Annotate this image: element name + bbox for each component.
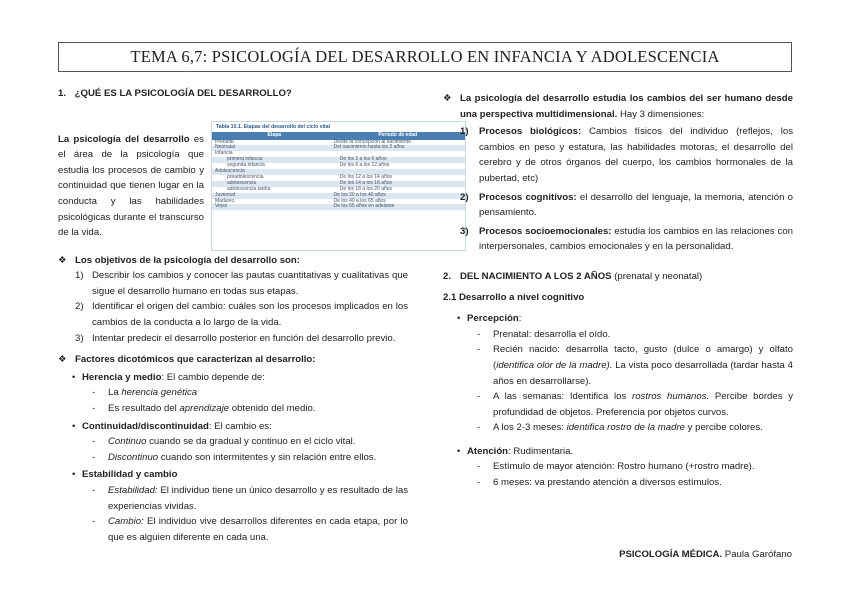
table-row: Infancia <box>215 150 233 157</box>
list-item: - A las semanas: Identifica los rostros humanos. Percibe bordes y profundidad de objetos. Preferencia por objetos curvos. <box>477 391 794 418</box>
list-item: - Discontinuo cuando son intermitentes y sin relación entre ellos. <box>92 451 377 463</box>
diamond-bullet-icon: ❖ <box>443 93 452 104</box>
list-item: • Percepción: - Prenatal: desarrolla el oído. - Recién nacido: desarrolla tacto, gusto (dulce o amargo) y olfato (identifica olor de la madre). La vista poco desarrollada (tardar hasta 4 años en desarrollarse). - A las semanas: Identifica los rostros humanos. Percibe bordes y profundidad de objetos. Preferencia por objetos curvos. - A los 2-3 meses: identifica rostro de la madre y percibe colores. <box>443 311 793 436</box>
intro-block <box>58 105 418 247</box>
list-item: 3) Intentar predecir el desarrollo posterior en función del desarrollo previo. <box>75 332 396 344</box>
footer <box>619 549 792 560</box>
intro-paragraph: La psicología del desarrollo es el área de la psicología que estudia los procesos de cambio y continuidad que tienen lugar en la conducta y las habilidades psicológicas durante el transcurso de la vida. <box>58 133 204 239</box>
factors-heading: ❖ Factores dicotómicos que caracterizan al desarrollo: <box>58 352 408 368</box>
list-item: - Estabilidad: El individuo tiene un único desarrollo y es resultado de las experiencias vividas. <box>92 484 408 512</box>
diamond-bullet-icon: ❖ <box>58 354 67 366</box>
list-item: 2) Procesos cognitivos: el desarrollo del lenguaje, la memoria, atención o pensamiento. <box>460 191 794 219</box>
table-row: Neonatal Del nacimiento hasta los 2 años <box>212 145 465 151</box>
section-1-title: ¿QUÉ ES LA PSICOLOGÍA DEL DESARROLLO? <box>74 88 292 99</box>
document-title: TEMA 6,7: PSICOLOGÍA DEL DESARROLLO EN INFANCIA Y ADOLESCENCIA <box>58 42 792 72</box>
table-row: Juventud De los 20 a los 40 años <box>212 193 465 199</box>
list-item: - Recién nacido: desarrolla tacto, gusto (dulce o amargo) y olfato (identifica olor de la madre). La vista poco desarrollada (tardar hasta 4 años en desarrollarse). <box>477 344 793 387</box>
section-2-heading: 2. DEL NACIMIENTO A LOS 2 AÑOS (prenatal y neonatal) <box>443 270 703 282</box>
list-item: - Continuo cuando se da gradual y continuo en el ciclo vital. <box>92 436 356 448</box>
section-1-heading: 1. ¿QUÉ ES LA PSICOLOGÍA DEL DESARROLLO? <box>58 88 292 99</box>
perception-list <box>443 311 793 491</box>
table-header: Etapa Periodo de edad <box>212 132 465 140</box>
list-item: 1) Procesos biológicos: Cambios físicos del individuo (reflejos, los cambios en peso y estatura, las habilidades motoras, el desarrollo del cerebro y de otros órganos del cuerpo, los cambios hormonales de la pubertad, etc) <box>460 126 793 184</box>
list-item: • Atención: Rudimentaria. - Estímulo de mayor atención: Rostro humano (+rostro madre). - 6 meses: va prestando atención a diversos estímulos. <box>443 444 793 491</box>
list-item: - Prenatal: desarrolla el oído. <box>477 328 611 340</box>
list-item: - Cambio: El individuo vive desarrollos diferentes en cada etapa, por lo que es alguien diferente en cada una. <box>92 516 408 543</box>
footer-subject: PSICOLOGÍA MÉDICA. <box>619 549 723 560</box>
dimensions-intro: ❖ La psicología del desarrollo estudia los cambios del ser humano desde una perspectiva multidimensional. Hay 3 dimensiones: <box>443 93 793 120</box>
table-row: preadolescencia De los 12 a los 14 años <box>227 173 393 180</box>
list-item: - Es resultado del aprendizaje obtenido del medio. <box>92 402 316 414</box>
right-column <box>443 91 793 491</box>
table-row: Prenatal Desde la concepción al nacimiento <box>215 138 411 145</box>
table-row: segunda infancia De los 6 a los 12 años <box>227 162 390 169</box>
list-item: - Estímulo de mayor atención: Rostro humano (+rostro madre). <box>477 461 755 473</box>
footer-author: Paula Garófano <box>722 549 792 560</box>
list-item: 3) Procesos socioemocionales: estudia los cambios en las relaciones con interpersonales, cambios emocionales y en la personalidad. <box>460 225 794 253</box>
table-row: adolescencia De los 14 a los 18 años <box>212 181 465 187</box>
table-row: Madurez De los 40 a los 65 años <box>215 197 386 204</box>
table-row: adolescencia tardía De los 18 a los 20 años <box>227 185 393 192</box>
list-item: • Continuidad/discontinuidad: El cambio es: - Continuo cuando se da gradual y continuo en el ciclo vital. - Discontinuo cuando son intermitentes y sin relación entre ellos. <box>58 419 408 466</box>
left-column <box>58 86 418 545</box>
table-row: Vejez De los 65 años en adelante <box>212 204 465 210</box>
list-item: 1) Describir los cambios y conocer las pautas cuantitativas y cualitativas que sigue el desarrollo humano en todas sus etapas. <box>75 270 408 297</box>
list-item: - La herencia genética <box>92 387 198 399</box>
table-row: primera infancia De los 2 a los 6 años <box>212 157 465 163</box>
list-item: - 6 meses: va prestando atención a diversos estímulos. <box>477 477 722 489</box>
life-stages-table <box>211 121 466 251</box>
list-item: 2) Identificar el origen del cambio: cuáles son los procesos implicados en los cambios de la conducta a lo largo de la vida. <box>75 301 408 328</box>
processes-list <box>443 124 793 255</box>
objectives-heading: ❖ Los objetivos de la psicología del desarrollo son: <box>58 253 408 269</box>
list-item: • Herencia y medio: El cambio depende de: - La herencia genética - Es resultado del aprendizaje obtenido del medio. <box>58 370 408 417</box>
factors-list <box>58 370 408 546</box>
list-item: - A los 2-3 meses: identifica rostro de la madre y percibe colores. <box>477 422 763 434</box>
list-item: • Estabilidad y cambio - Estabilidad: El individuo tiene un único desarrollo y es resultado de las experiencias vividas. - Cambio: El individuo vive desarrollos diferentes en cada etapa, por lo que es alguien diferente en cada una. <box>58 467 408 545</box>
diamond-bullet-icon: ❖ <box>58 254 67 266</box>
table-row: Adolescencia <box>212 169 465 175</box>
subsection-2-1-heading: 2.1 Desarrollo a nivel cognitivo <box>443 291 585 303</box>
table-caption: Tabla 10.1. Etapas del desarrollo del ciclo vital <box>216 123 331 130</box>
objectives-list <box>58 268 408 346</box>
